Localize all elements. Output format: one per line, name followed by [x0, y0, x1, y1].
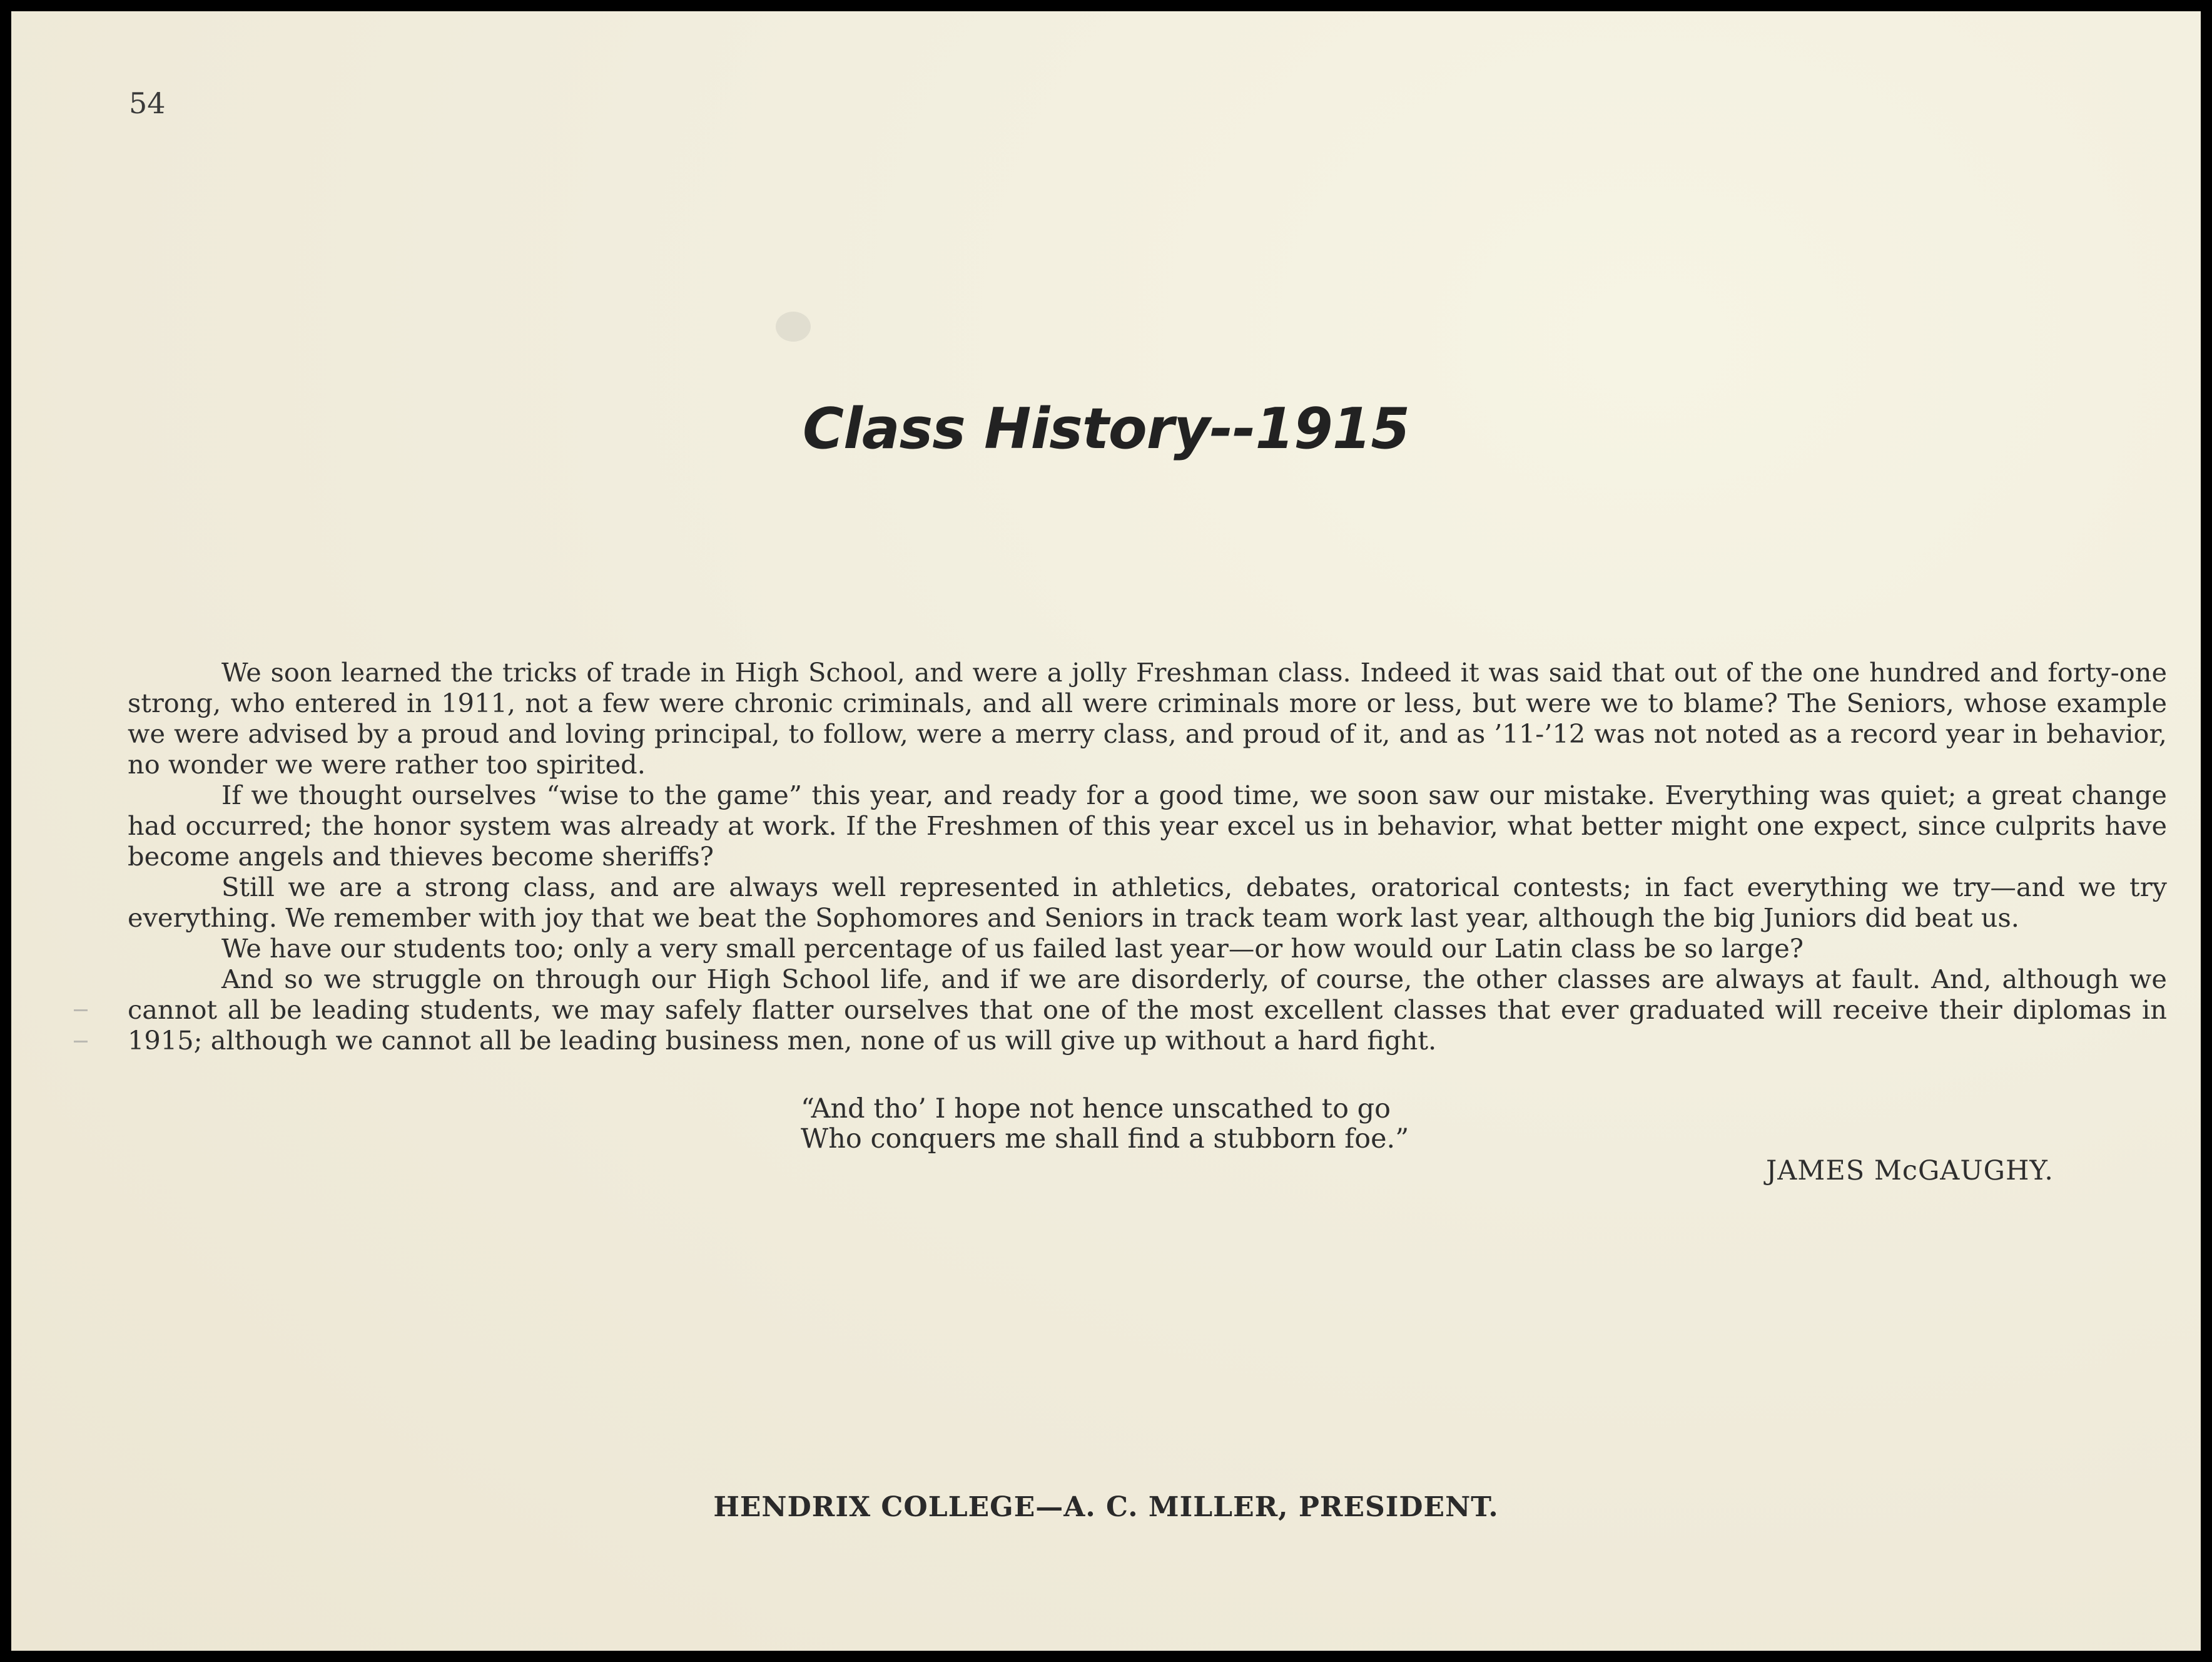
paragraph: Still we are a strong class, and are always well represented in athletics, debates, oratorical contests; in fact everything we try—and we try everything. We remember with joy that we beat the Sophomores and Seniors in track team work last year, although the big Juniors did beat us.	[128, 872, 2167, 933]
page-footer: HENDRIX COLLEGE—A. C. MILLER, PRESIDENT.	[713, 1491, 1499, 1523]
quote-line: Who conquers me shall find a stubborn foe.”	[801, 1123, 1409, 1155]
body-text	[128, 657, 2167, 1056]
document-page	[11, 11, 2201, 1651]
paragraph: If we thought ourselves “wise to the game” this year, and ready for a good time, we soon saw our mistake. Everything was quiet; a great change had occurred; the honor system was already at work. If the Freshmen of this year excel us in behavior, what better might one expect, since culprits have become angels and thieves become sheriffs?	[128, 780, 2167, 872]
page-title: Class History--1915	[803, 396, 1409, 462]
author-signature: JAMES McGAUGHY.	[1766, 1155, 2054, 1186]
paper-smudge	[776, 312, 811, 342]
closing-quote	[801, 1094, 1409, 1154]
quote-line: “And tho’ I hope not hence unscathed to go	[801, 1093, 1391, 1124]
paragraph: We have our students too; only a very small percentage of us failed last year—or how would our Latin class be so large?	[221, 933, 1804, 964]
paragraph: We soon learned the tricks of trade in High School, and were a jolly Freshman class. Indeed it was said that out of the one hundred and forty-one strong, who entered in 1911, not a few were chronic criminals, and all were criminals more or less, but were we to blame? The Seniors, whose example we were advised by a proud and loving principal, to follow, were a merry class, and proud of it, and as ’11-’12 was not noted as a record year in behavior, no wonder we were rather too spirited.	[128, 657, 2167, 780]
margin-mark	[74, 1041, 88, 1043]
page-number: 54	[129, 86, 166, 120]
paragraph: And so we struggle on through our High School life, and if we are disorderly, of course, the other classes are always at fault. And, although we cannot all be leading students, we may safely flatter ourselves that one of the most excellent classes that ever graduated will receive their diplomas in 1915; although we cannot all be leading business men, none of us will give up without a hard fight.	[128, 964, 2167, 1056]
margin-mark	[74, 1009, 88, 1011]
